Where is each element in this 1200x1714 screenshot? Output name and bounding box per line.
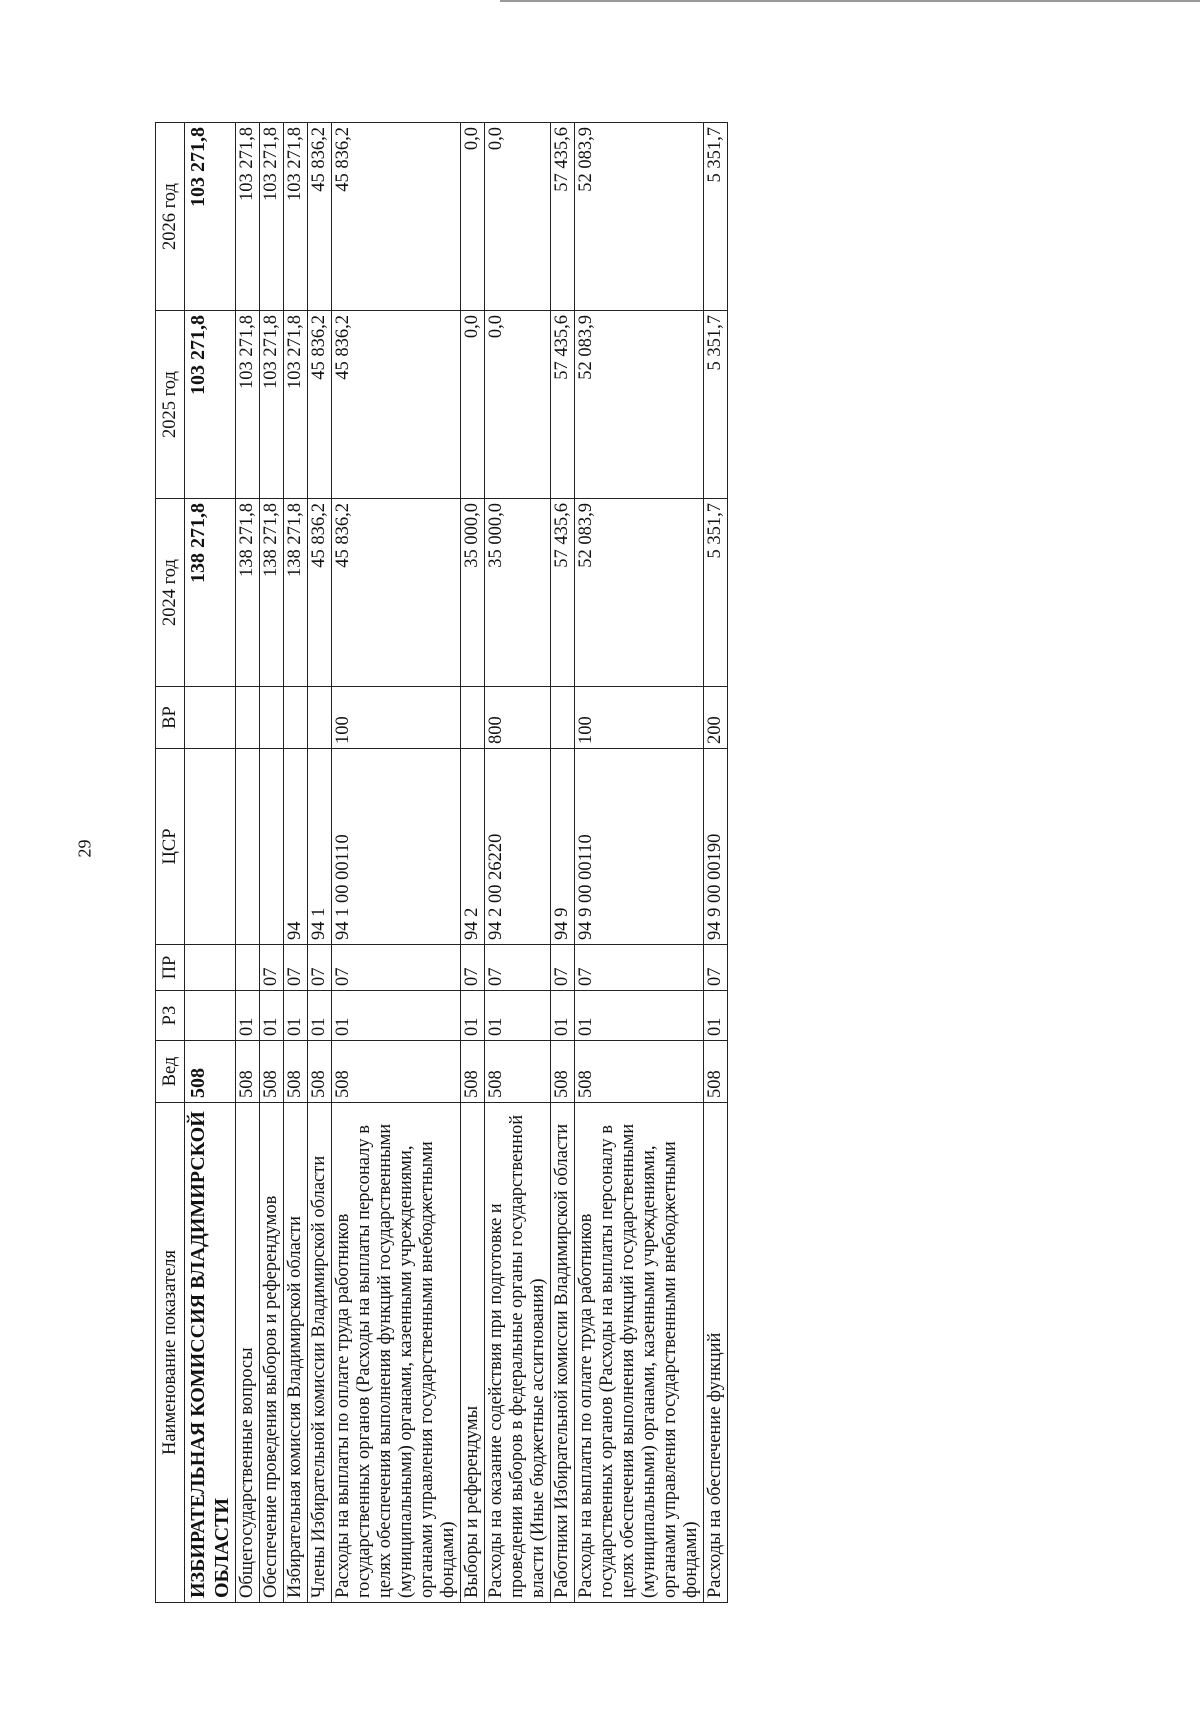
row-2024: 5 351,7 bbox=[704, 499, 728, 687]
row-name: Расходы на выплаты по оплате труда работников государственных органов (Расходы на выплаты персоналу в целях обеспечения выполнения функций государственными (муниципальными) органами, казенными учреждениями, органами управления государственными внебюджетными фондами) bbox=[575, 1103, 704, 1603]
row-pr: 07 bbox=[704, 945, 728, 991]
row-vr: 200 bbox=[704, 687, 728, 749]
row-csr bbox=[260, 749, 284, 945]
row-2025: 45 836,2 bbox=[332, 311, 461, 499]
row-2026: 103 271,8 bbox=[185, 123, 236, 311]
header-rz: РЗ bbox=[156, 991, 185, 1041]
row-rz: 01 bbox=[461, 991, 485, 1041]
row-2025: 0,0 bbox=[461, 311, 485, 499]
row-csr: 94 1 00 00110 bbox=[332, 749, 461, 945]
row-2024: 52 083,9 bbox=[575, 499, 704, 687]
row-pr: 07 bbox=[485, 945, 551, 991]
table-row bbox=[575, 123, 704, 1603]
row-csr: 94 bbox=[284, 749, 308, 945]
table-row bbox=[551, 123, 575, 1603]
row-name: Расходы на оказание содействия при подготовке и проведении выборов в федеральные органы государственной власти (Иные бюджетные ассигнования) bbox=[485, 1103, 551, 1603]
row-ved: 508 bbox=[551, 1041, 575, 1103]
row-2024: 35 000,0 bbox=[461, 499, 485, 687]
row-ved: 508 bbox=[575, 1041, 704, 1103]
row-2026: 52 083,9 bbox=[575, 123, 704, 311]
row-vr bbox=[185, 687, 236, 749]
header-csr: ЦСР bbox=[156, 749, 185, 945]
row-vr: 800 bbox=[485, 687, 551, 749]
table-row bbox=[284, 123, 308, 1603]
table-row bbox=[236, 123, 260, 1603]
header-2026: 2026 год bbox=[156, 123, 185, 311]
row-ved: 508 bbox=[260, 1041, 284, 1103]
row-pr: 07 bbox=[308, 945, 332, 991]
row-rz: 01 bbox=[236, 991, 260, 1041]
row-2025: 5 351,7 bbox=[704, 311, 728, 499]
table-row bbox=[308, 123, 332, 1603]
row-name: Члены Избирательной комиссии Владимирской области bbox=[308, 1103, 332, 1603]
row-csr: 94 2 00 26220 bbox=[485, 749, 551, 945]
header-name: Наименование показателя bbox=[156, 1103, 185, 1603]
row-2026: 0,0 bbox=[485, 123, 551, 311]
row-2025: 103 271,8 bbox=[260, 311, 284, 499]
row-rz: 01 bbox=[308, 991, 332, 1041]
row-vr bbox=[284, 687, 308, 749]
row-csr: 94 9 bbox=[551, 749, 575, 945]
row-2024: 138 271,8 bbox=[236, 499, 260, 687]
row-vr bbox=[308, 687, 332, 749]
row-pr bbox=[236, 945, 260, 991]
row-rz: 01 bbox=[260, 991, 284, 1041]
table-header-row bbox=[156, 123, 185, 1603]
row-2024: 45 836,2 bbox=[332, 499, 461, 687]
row-pr: 07 bbox=[284, 945, 308, 991]
row-rz: 01 bbox=[575, 991, 704, 1041]
row-2026: 103 271,8 bbox=[284, 123, 308, 311]
row-2025: 0,0 bbox=[485, 311, 551, 499]
row-vr: 100 bbox=[575, 687, 704, 749]
row-2026: 0,0 bbox=[461, 123, 485, 311]
row-rz: 01 bbox=[704, 991, 728, 1041]
row-vr bbox=[260, 687, 284, 749]
header-pr: ПР bbox=[156, 945, 185, 991]
row-ved: 508 bbox=[185, 1041, 236, 1103]
row-ved: 508 bbox=[236, 1041, 260, 1103]
row-name: ИЗБИРАТЕЛЬНАЯ КОМИССИЯ ВЛАДИМИРСКОЙ ОБЛАСТИ bbox=[185, 1103, 236, 1603]
row-csr: 94 2 bbox=[461, 749, 485, 945]
row-2025: 103 271,8 bbox=[236, 311, 260, 499]
row-csr bbox=[236, 749, 260, 945]
row-name: Избирательная комиссия Владимирской области bbox=[284, 1103, 308, 1603]
row-vr bbox=[236, 687, 260, 749]
table-body bbox=[185, 123, 728, 1603]
row-pr: 07 bbox=[461, 945, 485, 991]
row-name: Работники Избирательной комиссии Владимирской области bbox=[551, 1103, 575, 1603]
row-rz: 01 bbox=[332, 991, 461, 1041]
row-2026: 57 435,6 bbox=[551, 123, 575, 311]
row-pr: 07 bbox=[575, 945, 704, 991]
row-2024: 138 271,8 bbox=[284, 499, 308, 687]
row-2025: 103 271,8 bbox=[185, 311, 236, 499]
row-2024: 138 271,8 bbox=[185, 499, 236, 687]
row-pr: 07 bbox=[551, 945, 575, 991]
row-name: Обеспечение проведения выборов и референдумов bbox=[260, 1103, 284, 1603]
row-2024: 35 000,0 bbox=[485, 499, 551, 687]
row-2026: 103 271,8 bbox=[260, 123, 284, 311]
row-ved: 508 bbox=[284, 1041, 308, 1103]
row-2026: 5 351,7 bbox=[704, 123, 728, 311]
row-ved: 508 bbox=[704, 1041, 728, 1103]
header-2024: 2024 год bbox=[156, 499, 185, 687]
row-2024: 138 271,8 bbox=[260, 499, 284, 687]
row-name: Выборы и референдумы bbox=[461, 1103, 485, 1603]
row-2024: 45 836,2 bbox=[308, 499, 332, 687]
row-2025: 103 271,8 bbox=[284, 311, 308, 499]
table-row bbox=[332, 123, 461, 1603]
row-rz bbox=[185, 991, 236, 1041]
row-csr: 94 9 00 00190 bbox=[704, 749, 728, 945]
header-ved: Вед bbox=[156, 1041, 185, 1103]
row-rz: 01 bbox=[551, 991, 575, 1041]
row-name: Общегосударственные вопросы bbox=[236, 1103, 260, 1603]
row-rz: 01 bbox=[485, 991, 551, 1041]
row-name: Расходы на обеспечение функций bbox=[704, 1103, 728, 1603]
row-2024: 57 435,6 bbox=[551, 499, 575, 687]
budget-table bbox=[155, 122, 728, 1603]
row-2025: 45 836,2 bbox=[308, 311, 332, 499]
header-2025: 2025 год bbox=[156, 311, 185, 499]
header-vr: ВР bbox=[156, 687, 185, 749]
row-pr: 07 bbox=[260, 945, 284, 991]
row-2026: 103 271,8 bbox=[236, 123, 260, 311]
row-csr: 94 1 bbox=[308, 749, 332, 945]
row-ved: 508 bbox=[332, 1041, 461, 1103]
row-vr: 100 bbox=[332, 687, 461, 749]
row-rz: 01 bbox=[284, 991, 308, 1041]
table-row bbox=[485, 123, 551, 1603]
row-name: Расходы на выплаты по оплате труда работников государственных органов (Расходы на выплаты персоналу в целях обеспечения выполнения функций государственными (муниципальными) органами, казенными учреждениями, органами управления государственными внебюджетными фондами) bbox=[332, 1103, 461, 1603]
row-ved: 508 bbox=[485, 1041, 551, 1103]
row-vr bbox=[551, 687, 575, 749]
table-row bbox=[461, 123, 485, 1603]
table-row bbox=[704, 123, 728, 1603]
row-2025: 52 083,9 bbox=[575, 311, 704, 499]
row-2026: 45 836,2 bbox=[308, 123, 332, 311]
row-csr bbox=[185, 749, 236, 945]
row-2026: 45 836,2 bbox=[332, 123, 461, 311]
row-vr bbox=[461, 687, 485, 749]
row-2025: 57 435,6 bbox=[551, 311, 575, 499]
row-pr bbox=[185, 945, 236, 991]
budget-table-sheet bbox=[155, 123, 1155, 1603]
row-csr: 94 9 00 00110 bbox=[575, 749, 704, 945]
row-ved: 508 bbox=[461, 1041, 485, 1103]
table-row bbox=[185, 123, 236, 1603]
table-row bbox=[260, 123, 284, 1603]
scan-edge-line bbox=[500, 0, 1200, 2]
row-pr: 07 bbox=[332, 945, 461, 991]
row-ved: 508 bbox=[308, 1041, 332, 1103]
page-number: 29 bbox=[74, 839, 95, 858]
